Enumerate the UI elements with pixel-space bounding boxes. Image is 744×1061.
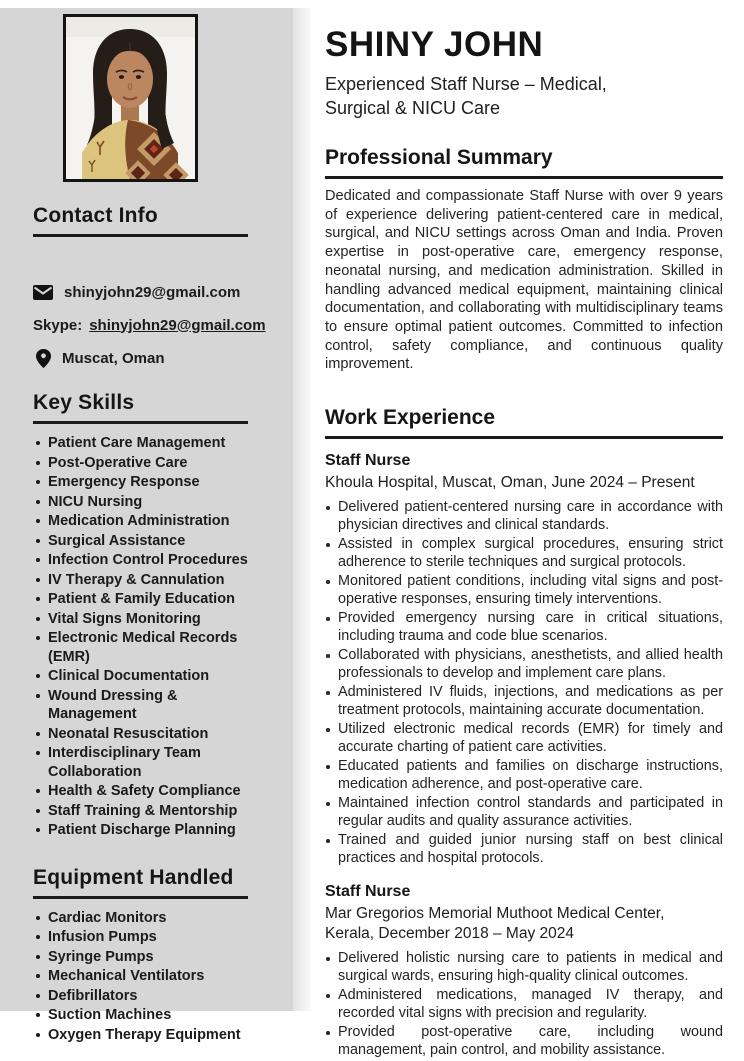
key-skills-section — [33, 391, 271, 840]
skill-item: Staff Training & Mentorship — [33, 802, 253, 821]
work-experience-section — [325, 406, 723, 1059]
skill-item: NICU Nursing — [33, 493, 253, 512]
work-experience-heading: Work Experience — [325, 406, 723, 439]
equipment-item: Syringe Pumps — [33, 948, 253, 967]
skill-item: Post-Operative Care — [33, 454, 253, 473]
location-text: Muscat, Oman — [62, 349, 165, 367]
candidate-title-line2: Surgical & NICU Care — [325, 98, 501, 118]
envelope-icon — [33, 285, 53, 300]
email-row — [33, 281, 271, 303]
bullet-item: Collaborated with physicians, anesthetists, and allied health professionals to develop and implement care plans. — [325, 647, 723, 682]
skill-item: Neonatal Resuscitation — [33, 725, 253, 744]
bullet-item: Trained and guided junior nursing staff on best clinical practices and hospital protocols. — [325, 832, 723, 867]
job-bullets — [325, 499, 723, 867]
skill-item: Interdisciplinary Team Collaboration — [33, 744, 253, 781]
contact-heading: Contact Info — [33, 204, 248, 237]
job-meta — [325, 473, 723, 493]
candidate-title-line1: Experienced Staff Nurse – Medical, — [325, 74, 607, 94]
candidate-title — [325, 72, 723, 120]
equipment-item: Mechanical Ventilators — [33, 967, 253, 986]
job-meta — [325, 904, 723, 944]
key-skills-heading: Key Skills — [33, 391, 248, 424]
map-pin-icon — [36, 349, 51, 368]
skill-item: Infection Control Procedures — [33, 551, 253, 570]
job-entry-2 — [325, 883, 723, 1059]
sidebar — [0, 8, 293, 1043]
skill-item: Clinical Documentation — [33, 667, 253, 686]
equipment-section — [33, 866, 271, 1045]
professional-summary-heading: Professional Summary — [325, 146, 723, 179]
job-meta-line: Kerala, December 2018 – May 2024 — [325, 925, 575, 943]
equipment-item: Infusion Pumps — [33, 928, 253, 947]
equipment-item: Defibrillators — [33, 987, 253, 1006]
professional-summary-text: Dedicated and compassionate Staff Nurse with over 9 years of experience delivering patient-centered care in medical, surgical, and NICU settings across Oman and India. Proven expertise in post-operative care, emergency response, neonatal nursing, and medication administration. Skilled in handling advanced medical equipment, maintaining clinical documentation, and collaborating with multidisciplinary teams to ensure optimal patient outcomes. Committed to infection control, safety compliance, and continuous quality improvement. — [325, 188, 723, 373]
contact-rows — [33, 281, 271, 369]
equipment-item: Cardiac Monitors — [33, 909, 253, 928]
location-row — [33, 347, 271, 369]
job-bullets — [325, 950, 723, 1059]
skype-label: Skype: — [33, 316, 83, 334]
skill-item: Wound Dressing & Management — [33, 687, 253, 724]
skill-item: Electronic Medical Records (EMR) — [33, 629, 253, 666]
candidate-name: SHINY JOHN — [325, 25, 544, 64]
bullet-item: Administered IV fluids, injections, and medications as per treatment protocols, maintaining accurate documentation. — [325, 684, 723, 719]
bullet-item: Delivered patient-centered nursing care in accordance with physician directives and clinical standards. — [325, 499, 723, 534]
skill-item: Patient & Family Education — [33, 590, 253, 609]
job-meta-line: Khoula Hospital, Muscat, Oman, June 2024 – Present — [325, 474, 695, 492]
skill-item: Health & Safety Compliance — [33, 782, 253, 801]
skill-item: Medication Administration — [33, 512, 253, 531]
bullet-item: Maintained infection control standards and participated in regular audits and quality assurance activities. — [325, 795, 723, 830]
bullet-item: Utilized electronic medical records (EMR) for timely and accurate charting of patient care activities. — [325, 721, 723, 756]
job-title: Staff Nurse — [325, 452, 411, 470]
job-meta-line: Mar Gregorios Memorial Muthoot Medical Center, — [325, 905, 665, 923]
skill-item: IV Therapy & Cannulation — [33, 571, 253, 590]
skype-row — [33, 314, 271, 336]
skill-item: Patient Care Management — [33, 434, 253, 453]
equipment-heading: Equipment Handled — [33, 866, 248, 899]
column-gutter — [293, 8, 311, 1011]
key-skills-list — [33, 434, 271, 840]
contact-section — [33, 204, 271, 369]
skill-item: Vital Signs Monitoring — [33, 610, 253, 629]
skype-link[interactable]: shinyjohn29@gmail.com — [89, 316, 266, 334]
bullet-item: Provided emergency nursing care in critical situations, including trauma and code blue scenarios. — [325, 610, 723, 645]
equipment-item: Suction Machines — [33, 1006, 253, 1025]
skill-item: Surgical Assistance — [33, 532, 253, 551]
portrait-illustration — [66, 17, 195, 179]
bullet-item: Provided post-operative care, including wound management, pain control, and mobility assistance. — [325, 1024, 723, 1059]
email-text: shinyjohn29@gmail.com — [64, 283, 241, 301]
job-entry-1 — [325, 452, 723, 867]
job-title: Staff Nurse — [325, 883, 411, 901]
bullet-item: Educated patients and families on discharge instructions, medication adherence, and post-operative care. — [325, 758, 723, 793]
skill-item: Emergency Response — [33, 473, 253, 492]
professional-summary-section — [325, 146, 723, 374]
bullet-item: Administered medications, managed IV therapy, and recorded vital signs with precision and regularity. — [325, 987, 723, 1022]
profile-photo — [63, 14, 198, 182]
bullet-item: Assisted in complex surgical procedures, ensuring strict adherence to sterile techniques and surgical protocols. — [325, 536, 723, 571]
main-column — [325, 0, 723, 1061]
bullet-item: Monitored patient conditions, including vital signs and post-operative responses, ensuring timely interventions. — [325, 573, 723, 608]
equipment-item: Oxygen Therapy Equipment — [33, 1026, 253, 1045]
bullet-item: Delivered holistic nursing care to patients in medical and surgical wards, ensuring high-quality clinical outcomes. — [325, 950, 723, 985]
skill-item: Patient Discharge Planning — [33, 821, 253, 840]
